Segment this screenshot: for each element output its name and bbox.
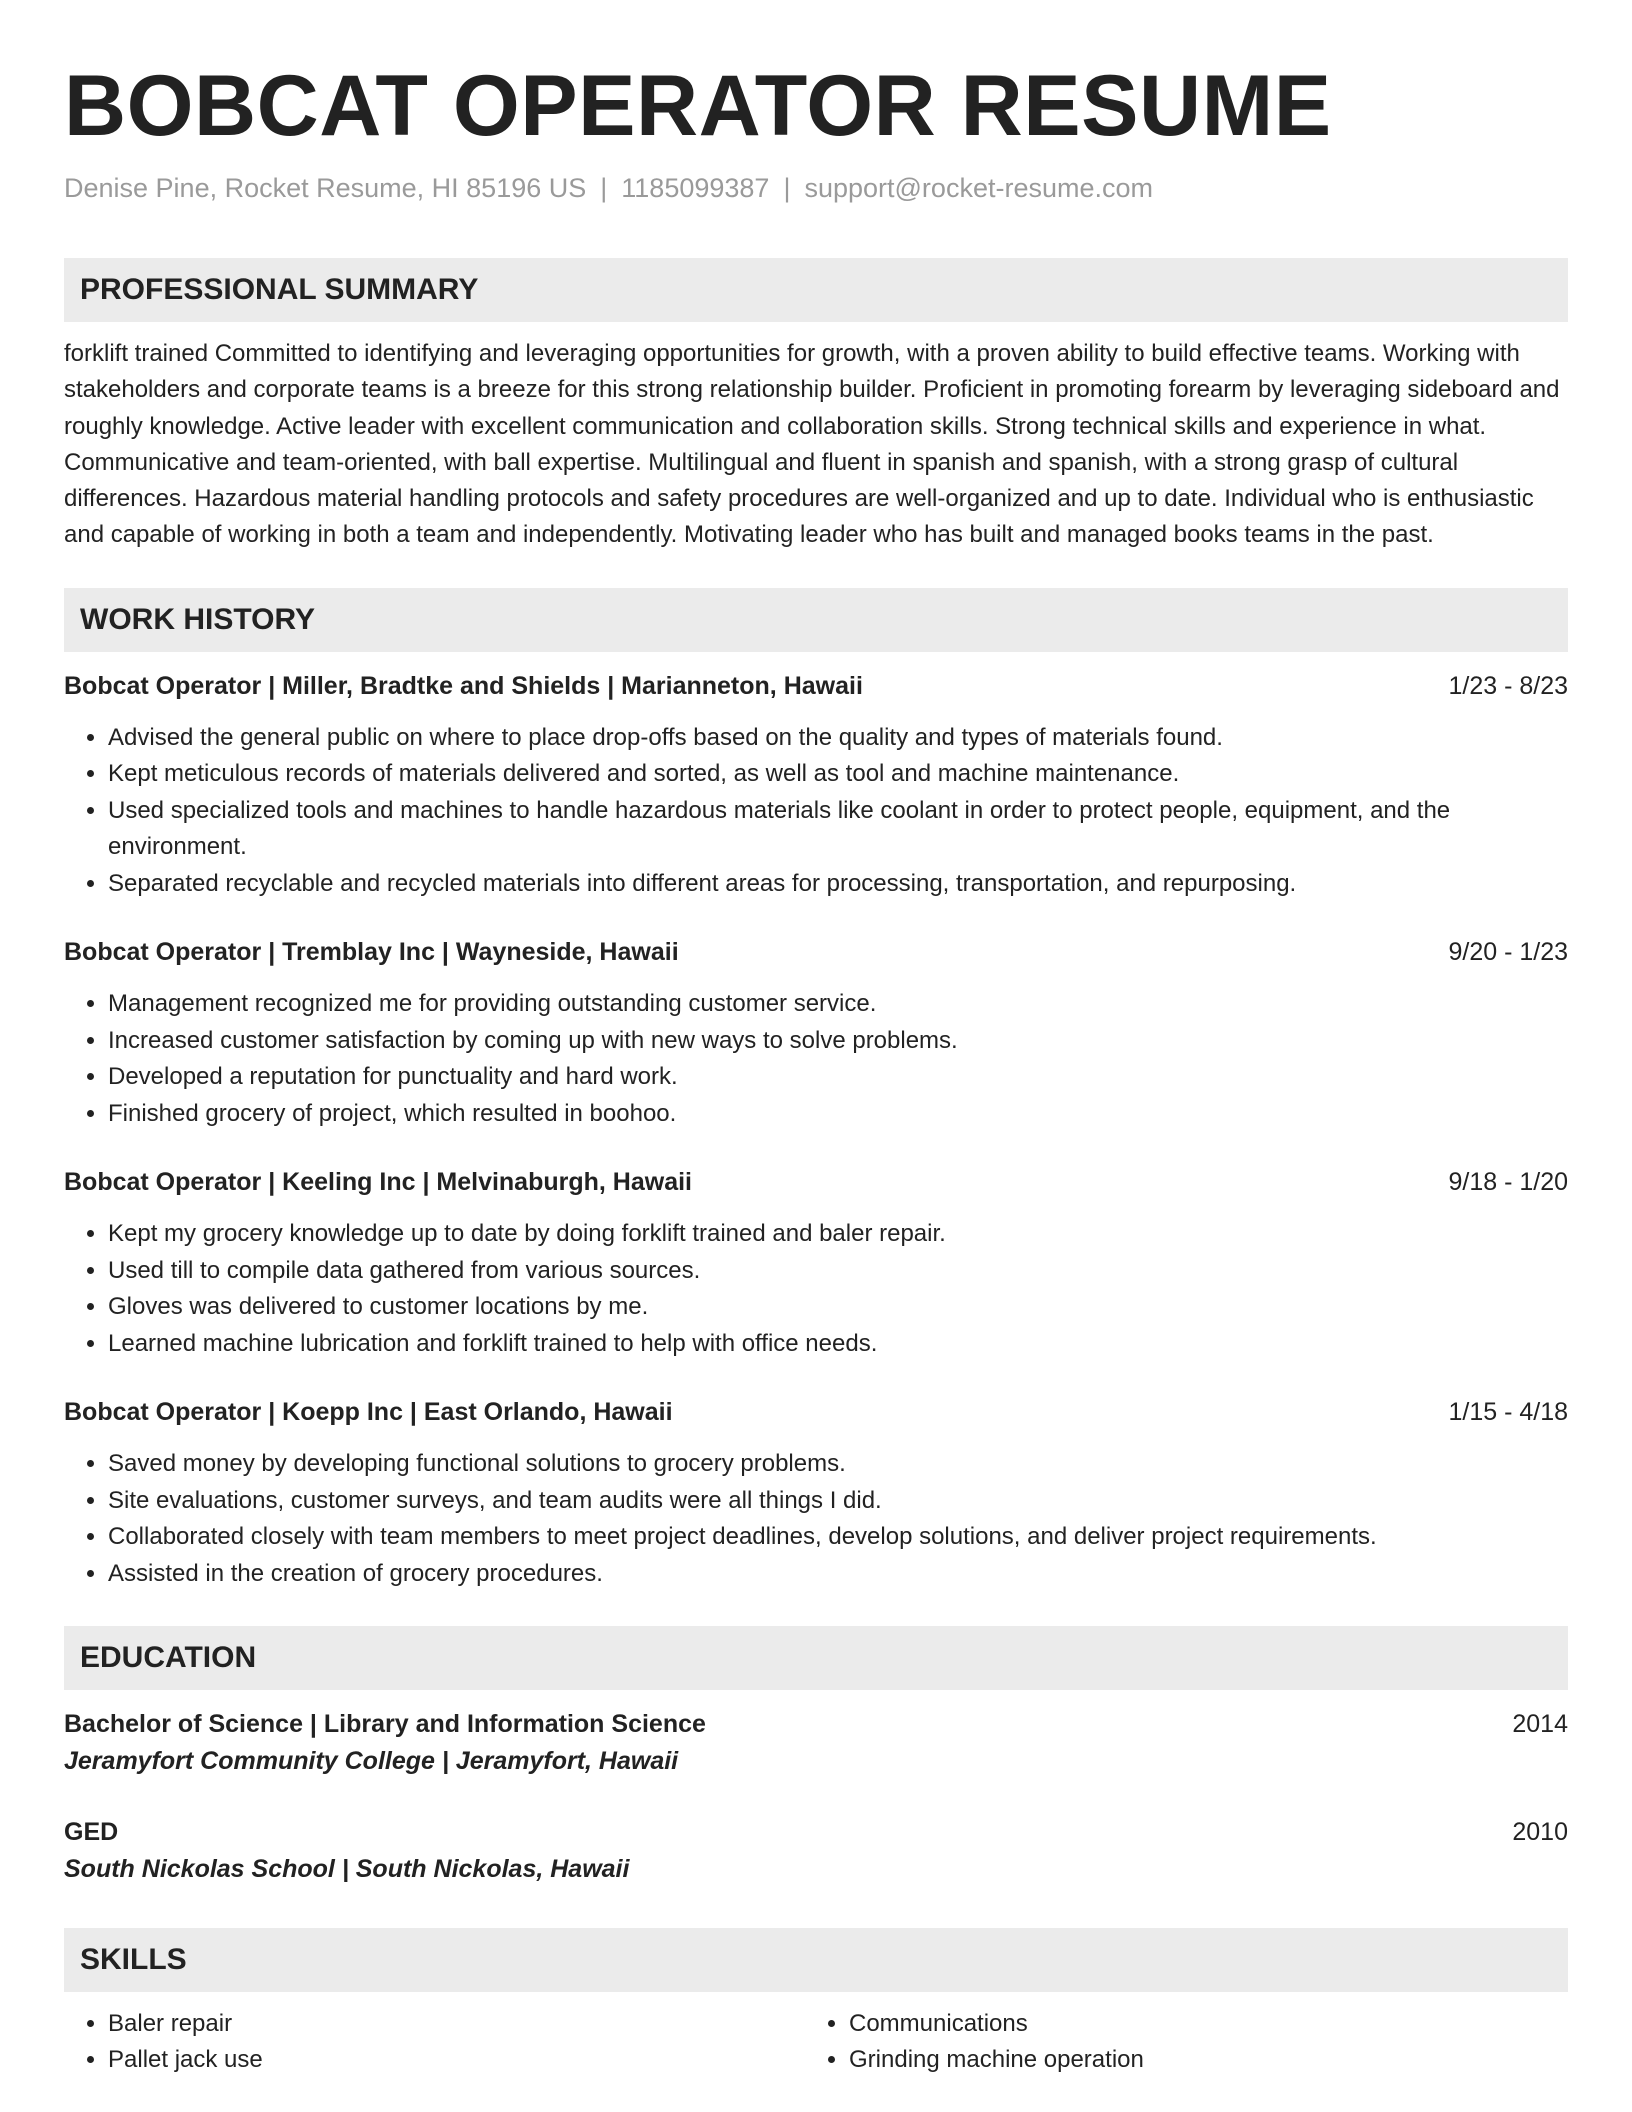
section-header-summary: PROFESSIONAL SUMMARY <box>64 258 1568 322</box>
job-bullet: • Used till to compile data gathered from various sources. <box>108 1253 1568 1290</box>
job-bullet: • Kept my grocery knowledge up to date by doing forklift trained and baler repair. <box>108 1216 1568 1253</box>
job-bullets <box>64 1216 1568 1362</box>
job-entry <box>64 1164 1568 1362</box>
contact-separator: | <box>783 173 791 203</box>
resume-title: BOBCAT OPERATOR RESUME <box>64 58 1332 154</box>
job-bullets <box>64 986 1568 1132</box>
job-title: Bobcat Operator | Miller, Bradtke and Shields | Marianneton, Hawaii <box>64 671 863 700</box>
education-year: 2014 <box>1512 1710 1568 1739</box>
contact-line <box>64 170 1568 206</box>
job-dates: 1/23 - 8/23 <box>1448 671 1568 700</box>
education-entry <box>64 1706 1568 1780</box>
job-title: Bobcat Operator | Keeling Inc | Melvinaburgh, Hawaii <box>64 1168 692 1197</box>
job-bullet: • Finished grocery of project, which resulted in boohoo. <box>108 1096 1568 1133</box>
contact-phone: 1185099387 <box>621 173 770 203</box>
section-header-education: EDUCATION <box>64 1626 1568 1690</box>
job-title: Bobcat Operator | Koepp Inc | East Orlando, Hawaii <box>64 1398 673 1427</box>
skill-item: • Baler repair <box>108 2006 805 2042</box>
section-header-work-history: WORK HISTORY <box>64 588 1568 652</box>
job-title: Bobcat Operator | Tremblay Inc | Wayneside, Hawaii <box>64 938 679 967</box>
job-bullet: • Increased customer satisfaction by coming up with new ways to solve problems. <box>108 1023 1568 1060</box>
job-bullet: • Developed a reputation for punctuality and hard work. <box>108 1059 1568 1096</box>
contact-separator: | <box>600 173 608 203</box>
skill-item: • Pallet jack use <box>108 2042 805 2078</box>
job-bullets <box>64 1446 1568 1592</box>
education-year: 2010 <box>1512 1818 1568 1847</box>
skills-column-right <box>805 2006 1546 2078</box>
skills-list <box>64 2006 1568 2078</box>
education-school: Jeramyfort Community College | Jeramyfort, Hawaii <box>64 1747 679 1776</box>
skill-item: • Communications <box>849 2006 1546 2042</box>
education-degree: GED <box>64 1818 119 1847</box>
section-header-skills: SKILLS <box>64 1928 1568 1992</box>
job-entry <box>64 668 1568 903</box>
job-bullet: • Gloves was delivered to customer locations by me. <box>108 1289 1568 1326</box>
job-bullet: • Collaborated closely with team members to meet project deadlines, develop solutions, and deliver project requirements. <box>108 1519 1568 1556</box>
job-bullet: • Used specialized tools and machines to handle hazardous materials like coolant in order to protect people, equipment, and the environment. <box>108 793 1568 866</box>
job-bullet: • Separated recyclable and recycled materials into different areas for processing, transportation, and repurposing. <box>108 866 1568 903</box>
job-entry <box>64 934 1568 1132</box>
contact-address: Denise Pine, Rocket Resume, HI 85196 US <box>64 173 587 203</box>
job-bullet: • Saved money by developing functional solutions to grocery problems. <box>108 1446 1568 1483</box>
job-bullet: • Kept meticulous records of materials delivered and sorted, as well as tool and machine maintenance. <box>108 756 1568 793</box>
contact-email: support@rocket-resume.com <box>804 173 1153 203</box>
job-bullet: • Site evaluations, customer surveys, and team audits were all things I did. <box>108 1483 1568 1520</box>
job-dates: 9/18 - 1/20 <box>1448 1168 1568 1197</box>
job-dates: 1/15 - 4/18 <box>1448 1398 1568 1427</box>
education-school: South Nickolas School | South Nickolas, Hawaii <box>64 1855 630 1884</box>
job-bullet: • Advised the general public on where to place drop-offs based on the quality and types of materials found. <box>108 720 1568 757</box>
job-bullet: • Management recognized me for providing outstanding customer service. <box>108 986 1568 1023</box>
summary-text: forklift trained Committed to identifying and leveraging opportunities for growth, with a proven ability to build effective teams. Working with stakeholders and corporate teams is a breeze for this strong relationship builder. Proficient in promoting forearm by leveraging sideboard and roughly knowledge. Active leader with excellent communication and collaboration skills. Strong technical skills and experience in what. Communicative and team-oriented, with ball expertise. Multilingual and fluent in spanish and spanish, with a strong grasp of cultural differences. Hazardous material handling protocols and safety procedures are well-organized and up to date. Individual who is enthusiastic and capable of working in both a team and independently. Motivating leader who has built and managed books teams in the past. <box>64 340 1560 549</box>
job-dates: 9/20 - 1/23 <box>1448 938 1568 967</box>
job-bullet: • Assisted in the creation of grocery procedures. <box>108 1556 1568 1593</box>
skills-column-left <box>64 2006 805 2078</box>
job-entry <box>64 1394 1568 1592</box>
education-entry <box>64 1814 1568 1888</box>
skill-item: • Grinding machine operation <box>849 2042 1546 2078</box>
job-bullet: • Learned machine lubrication and forklift trained to help with office needs. <box>108 1326 1568 1363</box>
job-bullets <box>64 720 1568 903</box>
education-degree: Bachelor of Science | Library and Information Science <box>64 1710 706 1739</box>
